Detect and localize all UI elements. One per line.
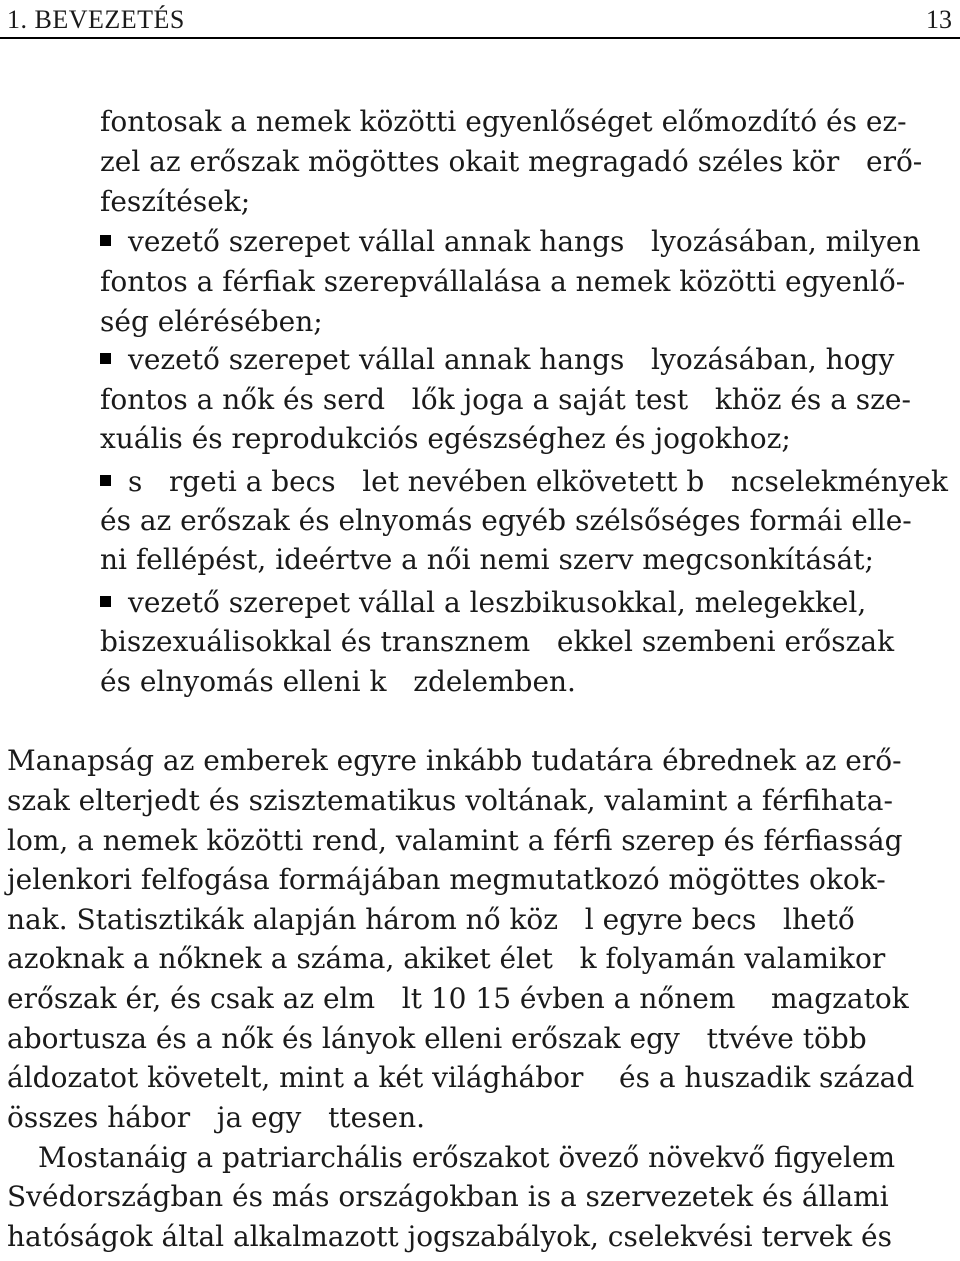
chapter-title: 1. BEVEZETÉS [7,5,185,34]
list-line: xuális és reprodukciós egészséghez és jogokhoz; [100,422,791,455]
list-line: ni fellépést, ideértve a női nemi szerv megcsonkítását; [100,543,874,576]
list-line: vezető szerepet vállal annak hangs lyozásában, milyen [128,225,921,258]
list-line: és elnyomás elleni k zdelemben. [100,665,576,698]
body-line: Mostanáig a patriarchális erőszakot övező növekvő figyelem [38,1141,896,1174]
page-number: 13 [926,5,952,34]
list-line: vezető szerepet vállal annak hangs lyozásában, hogy [128,343,895,376]
list-line: biszexuálisokkal és transznem ekkel szembeni erőszak [100,625,895,658]
body-line: hatóságok által alkalmazott jogszabályok, cselekvési tervek és [7,1220,892,1253]
body-line: áldozatot követelt, mint a két világhábor és a huszadik század [7,1061,915,1094]
list-line: fontos a férfiak szerepvállalása a nemek közötti egyenlő- [100,265,906,298]
list-line: zel az erőszak mögöttes okait megragadó széles kör erő- [100,145,923,178]
list-line: vezető szerepet vállal a leszbikusokkal, melegekkel, [128,586,867,619]
list-line: s rgeti a becs let nevében elkövetett b ncselekmények [128,465,948,498]
list-line: és az erőszak és elnyomás egyéb szélsőséges formái elle- [100,504,912,537]
running-header [0,0,960,39]
body-line: Manapság az emberek egyre inkább tudatára ébrednek az erő- [7,744,902,777]
square-bullet-icon [100,475,111,486]
body-line: nak. Statisztikák alapján három nő köz l egyre becs lhető [7,903,855,936]
body-line: lom, a nemek közötti rend, valamint a férfi szerep és férfiasság [7,824,903,857]
body-line: azoknak a nőknek a száma, akiket élet k folyamán valamikor [7,942,886,975]
body-line: jelenkori felfogása formájában megmutatkozó mögöttes okok- [7,863,886,896]
list-line: feszítések; [100,185,251,218]
square-bullet-icon [100,235,111,246]
body-line: összes hábor ja egy ttesen. [7,1101,426,1134]
body-line: abortusza és a nők és lányok elleni erőszak egy ttvéve több [7,1022,867,1055]
list-line: fontosak a nemek közötti egyenlőséget előmozdító és ez- [100,105,907,138]
list-line: fontos a nők és serd lők joga a saját test khöz és a sze- [100,383,911,416]
square-bullet-icon [100,596,111,607]
body-line: szak elterjedt és szisztematikus voltának, valamint a férfihata- [7,784,893,817]
body-line: erőszak ér, és csak az elm lt 10 15 évben a nőnem magzatok [7,982,909,1015]
list-line: ség elérésében; [100,305,323,338]
square-bullet-icon [100,353,111,364]
body-line: Svédországban és más országokban is a szervezetek és állami [7,1180,889,1213]
